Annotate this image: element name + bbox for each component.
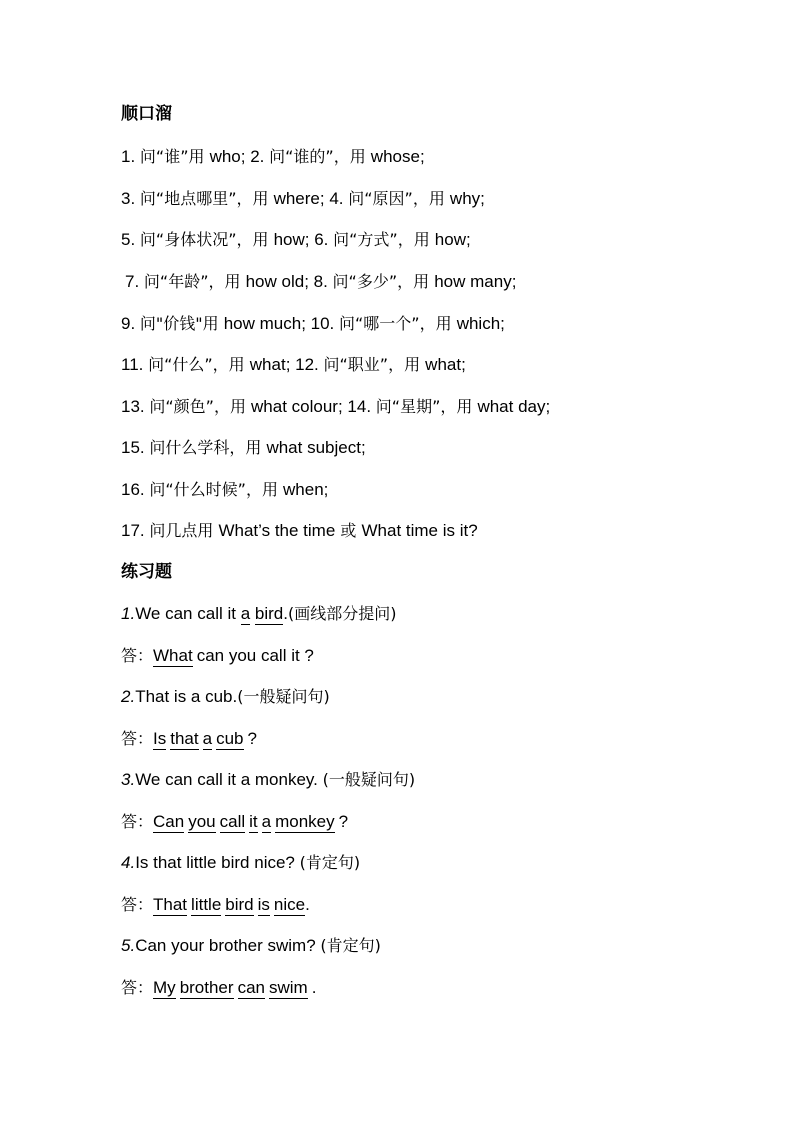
answer-label: 答： [121,812,154,831]
exercise-5-answer: 答：My brother can swim . [121,978,317,997]
answer-label: 答： [121,978,154,997]
answer-blank: a [202,729,213,748]
underlined-word: a [240,604,251,623]
answer-blank: That [153,895,188,914]
exercise-4-answer: 答：That little bird is nice. [121,895,310,914]
answer-blank: Is [153,729,167,748]
answer-blank: it [249,812,258,831]
answer-label: 答： [121,729,154,748]
answer-blank: brother [179,978,234,997]
rhyme-line-1: 1. 问“谁”用 who; 2. 问“谁的”，用 whose; [121,147,425,166]
answer-blank: My [153,978,176,997]
exercise-2-question: 2.That is a cub.(一般疑问句) [121,687,330,706]
rhyme-line-6: 11. 问“什么”，用 what; 12. 问“职业”，用 what; [121,355,466,374]
answer-blank: cub [216,729,244,748]
answer-blank: nice [273,895,306,914]
answer-blank: that [170,729,199,748]
answer-blank: can [237,978,265,997]
rhyme-line-8: 15. 问什么学科，用 what subject; [121,438,366,457]
exercise-2-answer: 答：Is that a cub ? [121,729,257,748]
answer-blank: is [257,895,270,914]
rhyme-heading: 顺口溜 [121,104,172,124]
exercise-3-answer: 答：Can you call it a monkey ? [121,812,349,831]
exercise-1-question: 1.We can call it a bird.(画线部分提问) [121,604,397,623]
exercise-4-question: 4.Is that little bird nice? (肯定句) [121,853,361,872]
underlined-word: bird [254,604,284,623]
exercise-5-question: 5.Can your brother swim? (肯定句) [121,936,381,955]
answer-blank: little [191,895,222,914]
answer-blank: monkey [275,812,335,831]
answer-blank: What [153,646,193,665]
rhyme-line-3: 5. 问“身体状况”，用 how; 6. 问“方式”，用 how; [121,230,471,249]
answer-label: 答： [121,646,154,665]
answer-blank: Can [153,812,185,831]
rhyme-line-9: 16. 问“什么时候”，用 when; [121,480,329,499]
answer-blank: bird [225,895,254,914]
answer-blank: call [219,812,246,831]
answer-label: 答： [121,895,154,914]
rhyme-line-10: 17. 问几点用 What’s the time 或 What time is it? [121,521,478,540]
exercise-heading: 练习题 [121,562,172,582]
rhyme-line-4: 7. 问“年龄”，用 how old; 8. 问“多少”，用 how many; [125,272,517,291]
exercise-3-question: 3.We can call it a monkey. (一般疑问句) [121,770,416,789]
rhyme-line-7: 13. 问“颜色”，用 what colour; 14. 问“星期”，用 what day; [121,397,551,416]
answer-blank: you [188,812,216,831]
rhyme-line-2: 3. 问“地点哪里”，用 where; 4. 问“原因”，用 why; [121,189,485,208]
answer-blank: swim [268,978,308,997]
exercise-1-answer: 答：What can you call it ? [121,646,314,665]
answer-blank: a [261,812,272,831]
rhyme-line-5: 9. 问"价钱"用 how much; 10. 问“哪一个”，用 which; [121,314,505,333]
